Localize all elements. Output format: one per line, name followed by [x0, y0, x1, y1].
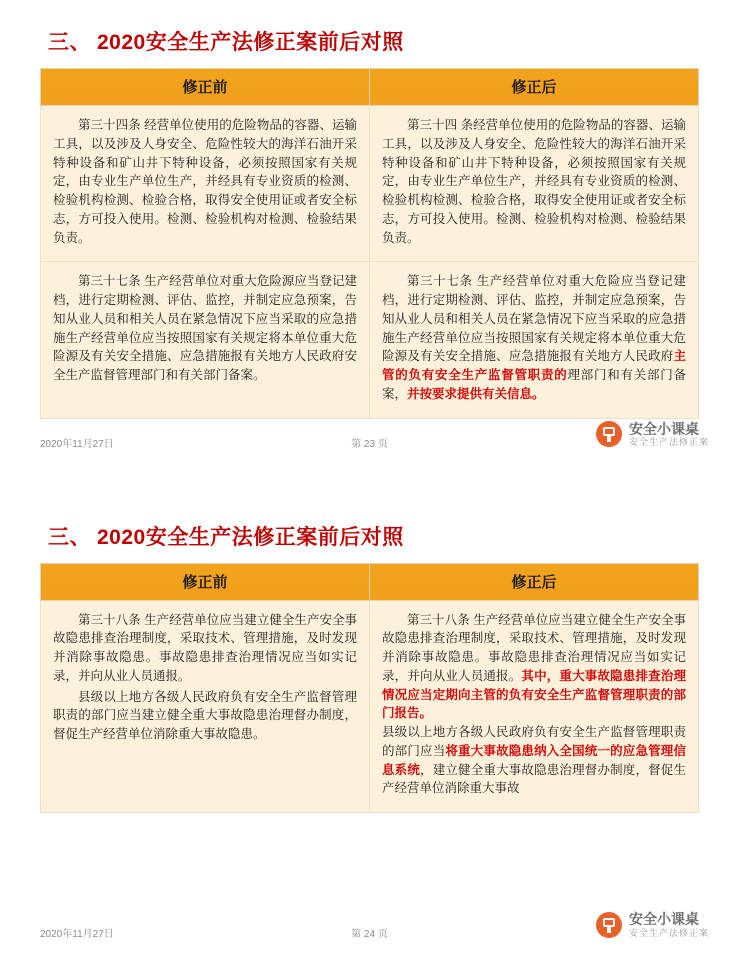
paragraph: 第三十八条 生产经营单位应当建立健全生产安全事故隐患排查治理制度，采取技术、管理措施，及时发现并消除事故隐患。事故隐患排查治理情况应当如实记录，并向从业人员通报。 — [53, 611, 357, 686]
comparison-table-1 — [40, 68, 699, 419]
brand-logo-icon — [596, 912, 622, 938]
table-header-row — [41, 69, 699, 106]
footer-page-number: 第 24 页 — [0, 925, 739, 940]
paragraph: 第三十四 条经营单位使用的危险物品的容器、运输工具，以及涉及人身安全、危险性较大的海洋石油开采特种设备和矿山井下特种设备，必须按照国家有关规定，由专业生产单位生产，并经具有专业资质的检测、检验机构检测、检验合格，取得安全使用证或者安全标志，方可投入使用。检测、检验机构对检测、检验结果负责。 — [382, 116, 686, 247]
table-header-1 — [41, 69, 699, 106]
table-row — [41, 600, 699, 813]
slide-footer-1 — [0, 419, 739, 481]
title-text-2: 2020安全生产法修正案前后对照 — [97, 526, 404, 549]
cell-before-article38 — [41, 600, 370, 813]
title-number: 三、 — [48, 31, 91, 54]
cell-before-article34 — [41, 106, 370, 262]
watermark-2 — [596, 911, 709, 939]
cell-after-article38 — [370, 600, 699, 813]
paragraph: 第三十七条 生产经营单位对重大危险源应当登记建档，进行定期检测、评估、监控，并制定应急预案，告知从业人员和相关人员在紧急情况下应当采取的应急措施生产经营单位应当按照国家有关规定将本单位重大危险源及有关安全措施、应急措施报有关地方人民政府安全生产监督管理部门和有关部门备案。 — [53, 272, 357, 385]
highlighted-text: 主管的负有安全生产监督管职责的 — [382, 349, 686, 382]
body-text: 第三十八条 生产经营单位应当建立健全生产安全事故隐患排查治理制度，采取技术、管理措施，及时发现并消除事故隐患。事故隐患排查治理情况应当如实记录，并向从业人员通报。 — [382, 613, 686, 683]
title-text: 2020安全生产法修正案前后对照 — [97, 31, 404, 54]
watermark-text — [629, 421, 709, 449]
table-row — [41, 106, 699, 262]
page-title — [48, 26, 699, 56]
paragraph: 第三十四条 经营单位使用的危险物品的容器、运输工具，以及涉及人身安全、危险性较大的海洋石油开采特种设备和矿山井下特种设备，必须按照国家有关规定，由专业生产单位生产，并经具有专业资质的检测、检验机构检测、检验合格，取得安全使用证或者安全标志，方可投入使用。检测、检验机构对检测、检验结果负责。 — [53, 116, 357, 247]
highlighted-text: 并按要求提供有关信息。 — [407, 387, 545, 401]
highlighted-text: 其中，重大事故隐患排查治理情况应当定期向主管的负有安全生产监督管理职责的部门报告。 — [382, 669, 686, 721]
table-body-2 — [41, 600, 699, 813]
page-title-2 — [48, 521, 699, 551]
paragraph-rich — [382, 611, 686, 799]
body-text: ，建立健全重大事故隐患治理督办制度，督促生产经营单位消除重大事故 — [382, 763, 686, 796]
paragraph: 县级以上地方各级人民政府负有安全生产监督管理职责的部门应当建立健全重大事故隐患治理督办制度，督促生产经营单位消除重大事故隐患。 — [53, 688, 357, 744]
column-header-after: 修正后 — [370, 563, 699, 600]
cell-before-article37 — [41, 262, 370, 418]
table-body-1 — [41, 106, 699, 419]
table-header-row — [41, 563, 699, 600]
page-divider — [0, 481, 739, 495]
watermark-subtitle: 安全生产法修正案 — [629, 437, 709, 448]
slide-content-2 — [0, 495, 739, 910]
body-text: 理部门和有关部门备案， — [382, 368, 686, 401]
footer-date: 2020年11月27日 — [40, 925, 114, 940]
comparison-table-2 — [40, 563, 699, 814]
column-header-before: 修正前 — [41, 69, 370, 106]
watermark-1 — [596, 421, 709, 449]
brand-logo-icon — [596, 421, 622, 447]
watermark-subtitle: 安全生产法修正案 — [629, 928, 709, 939]
column-header-before: 修正前 — [41, 563, 370, 600]
footer-page-number: 第 23 页 — [0, 435, 739, 450]
highlighted-text: 将重大事故隐患纳入全国统一的应急管理信息系统 — [382, 744, 686, 777]
cell-after-article37 — [370, 262, 699, 418]
watermark-title: 安全小课桌 — [629, 421, 709, 438]
slide-page-1 — [0, 0, 739, 481]
slide-blank-area — [40, 813, 699, 909]
footer-date: 2020年11月27日 — [40, 435, 114, 450]
slide-page-2 — [0, 495, 739, 971]
slide-footer-2 — [0, 909, 739, 971]
paragraph-rich — [382, 272, 686, 403]
cell-after-article34 — [370, 106, 699, 262]
slide-content-1 — [0, 0, 739, 419]
body-text: 第三十七条 生产经营单位对重大危险应当登记建档，进行定期检测、评估、监控，并制定应急预案，告知从业人员和相关人员在紧急情况下应当采取的应急措施生产经营单位应当按照国家有关规定将本单位重大危险源及有关安全措施、应急措施报有关地方人民政府 — [382, 274, 686, 363]
column-header-after: 修正后 — [370, 69, 699, 106]
title-number-2: 三、 — [48, 526, 91, 549]
watermark-title: 安全小课桌 — [629, 911, 709, 928]
body-text: 县级以上地方各级人民政府负有安全生产监督管理职责的部门应当 — [382, 725, 686, 758]
watermark-text — [629, 911, 709, 939]
table-header-2 — [41, 563, 699, 600]
table-row — [41, 262, 699, 418]
